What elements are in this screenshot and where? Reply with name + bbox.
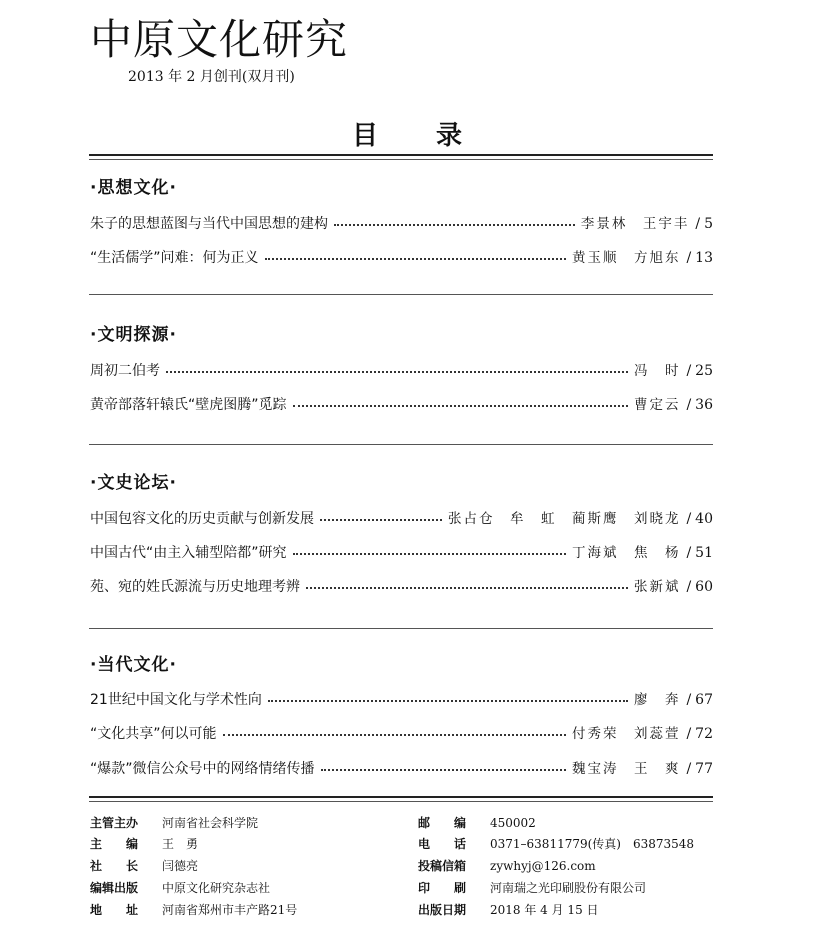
entry-page: 72	[695, 726, 713, 742]
info-label: 出版日期	[418, 903, 467, 917]
email-link[interactable]: zywhyj@126.com	[490, 859, 596, 873]
info-label: 电 话	[418, 837, 467, 851]
journal-founding-note: 2013 年 2 月创刊(双月刊)	[128, 69, 295, 85]
toc-entry[interactable]	[90, 247, 713, 269]
entry-title: 21世纪中国文化与学术性向	[90, 692, 262, 708]
divider	[89, 796, 713, 798]
toc-entry[interactable]	[90, 213, 713, 235]
entry-title: 黄帝部落轩辕氏“壁虎图腾”觅踪	[90, 397, 287, 413]
entry-title: 中国包容文化的历史贡献与创新发展	[90, 511, 314, 527]
section-title: ·文史论坛·	[90, 473, 177, 493]
info-label: 地 址	[90, 903, 139, 917]
divider	[89, 154, 713, 156]
entry-authors: 张新斌	[633, 579, 681, 595]
leader-dots	[223, 734, 566, 736]
toc-entry[interactable]	[90, 394, 713, 416]
entry-authors: 曹定云	[633, 397, 681, 413]
entry-authors: 丁海斌 焦 杨	[571, 545, 681, 561]
entry-page: 67	[695, 692, 713, 708]
page-separator: /	[695, 216, 701, 232]
leader-dots	[293, 405, 628, 407]
toc-entry[interactable]	[90, 542, 713, 564]
section-title: ·文明探源·	[90, 325, 177, 345]
info-value: 中原文化研究杂志社	[162, 881, 271, 895]
page-separator: /	[686, 579, 692, 595]
entry-title: 苑、宛的姓氏源流与历史地理考辨	[90, 579, 300, 595]
info-value: 0371–63811779(传真) 63873548	[490, 837, 695, 851]
entry-page: 5	[704, 216, 713, 232]
entry-title: 朱子的思想蓝图与当代中国思想的建构	[90, 216, 328, 232]
info-label: 投稿信箱	[418, 859, 467, 873]
leader-dots	[306, 587, 628, 589]
info-value: 2018 年 4 月 15 日	[490, 903, 599, 917]
entry-authors: 黄玉顺 方旭东	[571, 250, 681, 266]
entry-page: 36	[695, 397, 713, 413]
leader-dots	[321, 769, 566, 771]
leader-dots	[334, 224, 575, 226]
info-label: 主管主办	[90, 816, 139, 830]
page-separator: /	[686, 726, 692, 742]
page-separator: /	[686, 250, 692, 266]
page-separator: /	[686, 511, 692, 527]
divider	[89, 159, 713, 160]
entry-title: “爆款”微信公众号中的网络情绪传播	[90, 761, 315, 777]
leader-dots	[166, 371, 628, 373]
info-value: 河南瑞之光印刷股份有限公司	[490, 881, 647, 895]
page-separator: /	[686, 545, 692, 561]
page-separator: /	[686, 761, 692, 777]
entry-authors: 魏宝涛 王 爽	[571, 761, 681, 777]
entry-page: 51	[695, 545, 713, 561]
entry-authors: 冯 时	[633, 363, 681, 379]
leader-dots	[320, 519, 442, 521]
section-title: ·当代文化·	[90, 655, 177, 675]
page-separator: /	[686, 363, 692, 379]
entry-authors: 张占仓 牟 虹 蔺斯鹰 刘晓龙	[447, 511, 681, 527]
entry-page: 25	[695, 363, 713, 379]
info-value: 王 勇	[162, 837, 199, 851]
journal-title: 中原文化研究	[90, 15, 349, 64]
page-separator: /	[686, 397, 692, 413]
info-label: 编辑出版	[90, 881, 139, 895]
info-value: 闫德亮	[162, 859, 199, 873]
divider	[89, 294, 713, 295]
toc-entry[interactable]	[90, 508, 713, 530]
toc-entry[interactable]	[90, 723, 713, 745]
toc-entry[interactable]	[90, 758, 713, 780]
entry-authors: 廖 奔	[633, 692, 681, 708]
toc-entry[interactable]	[90, 689, 713, 711]
toc-entry[interactable]	[90, 576, 713, 598]
page-separator: /	[686, 692, 692, 708]
entry-title: “文化共享”何以可能	[90, 726, 217, 742]
entry-page: 13	[695, 250, 713, 266]
entry-page: 77	[695, 761, 713, 777]
entry-title: “生活儒学”问难：何为正义	[90, 250, 259, 266]
entry-title: 中国古代“由主入辅型陪都”研究	[90, 545, 287, 561]
divider	[89, 444, 713, 445]
info-value: 450002	[490, 816, 536, 830]
entry-authors: 李景林 王宇丰	[580, 216, 690, 232]
divider	[89, 628, 713, 629]
entry-page: 40	[695, 511, 713, 527]
leader-dots	[293, 553, 566, 555]
entry-title: 周初二伯考	[90, 363, 160, 379]
contents-heading-right: 录	[436, 121, 463, 151]
info-label: 主 编	[90, 837, 139, 851]
entry-authors: 付秀荣 刘蕊萱	[571, 726, 681, 742]
info-label: 印 刷	[418, 881, 467, 895]
info-value: 河南省社会科学院	[162, 816, 259, 830]
contents-heading-left: 目	[351, 121, 378, 151]
leader-dots	[268, 700, 628, 702]
toc-entry[interactable]	[90, 360, 713, 382]
contents-heading	[0, 120, 814, 152]
divider	[89, 801, 713, 802]
section-title: ·思想文化·	[90, 178, 177, 198]
leader-dots	[265, 258, 566, 260]
info-value: 河南省郑州市丰产路21号	[162, 903, 298, 917]
info-label: 邮 编	[418, 816, 467, 830]
info-label: 社 长	[90, 859, 139, 873]
entry-page: 60	[695, 579, 713, 595]
